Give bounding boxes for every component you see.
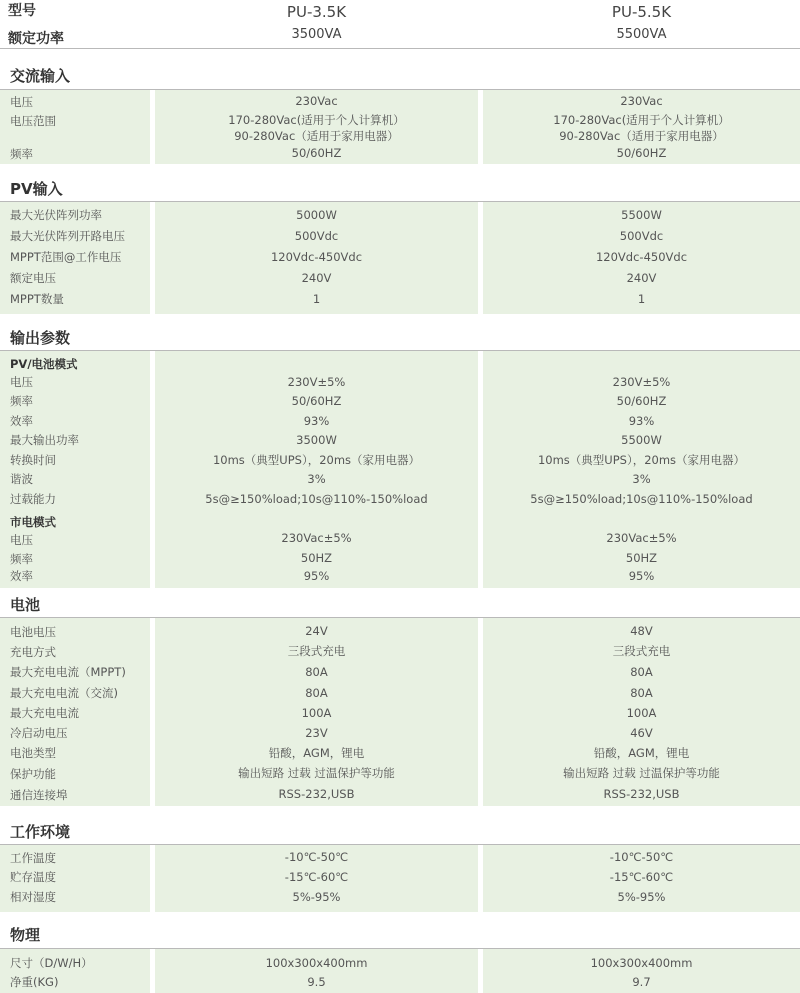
row-label: 相对湿度	[10, 890, 56, 904]
row-value-2: RSS-232,USB	[603, 787, 680, 801]
row-label: 最大充电电流（交流)	[10, 686, 118, 700]
row-label: 最大输出功率	[10, 433, 79, 447]
row-value-2: 1	[637, 292, 646, 306]
row-value-2: -10℃-50℃	[609, 850, 674, 864]
row-value-2: 铅酸，AGM，锂电	[593, 746, 690, 760]
row-value-1: 9.5	[307, 975, 326, 989]
section-title: PV输入	[10, 180, 63, 198]
row-value-1: 230Vac	[295, 94, 338, 108]
row-value-2: 230V±5%	[612, 375, 671, 389]
rated-power-2: 5500VA	[616, 27, 667, 42]
row-value-1: 500Vdc	[294, 229, 339, 243]
section-title: 交流输入	[10, 67, 71, 85]
model-label: 型号	[8, 3, 36, 19]
subsection-title: 市电模式	[10, 515, 56, 529]
row-value-1: 100x300x400mm	[265, 956, 368, 970]
row-label: 频率	[10, 147, 33, 161]
row-label: 净重(KG)	[10, 975, 59, 989]
row-value-1: 230V±5%	[287, 375, 346, 389]
row-value-2: 输出短路 过载 过温保护等功能	[563, 766, 720, 780]
row-label: 保护功能	[10, 767, 56, 781]
row-value-1: -15℃-60℃	[284, 870, 349, 884]
row-value-1: 230Vac±5%	[281, 531, 352, 545]
row-label: 电压	[10, 95, 33, 109]
row-label: 电池类型	[10, 746, 56, 760]
row-label: 频率	[10, 552, 33, 566]
section-title: 工作环境	[10, 823, 71, 841]
row-value-2: 93%	[628, 414, 655, 428]
row-value-1: RSS-232,USB	[278, 787, 355, 801]
row-value-2: 120Vdc-450Vdc	[595, 250, 688, 264]
row-label: 额定电压	[10, 271, 56, 285]
row-value-1: 1	[312, 292, 321, 306]
row-value-2: 5s@≥150%load;10s@110%-150%load	[530, 492, 753, 506]
row-value-1: 50/60HZ	[291, 146, 342, 160]
section-title: 电池	[10, 596, 41, 614]
row-label: 电压范围	[10, 114, 56, 128]
row-label: 最大充电电流	[10, 706, 79, 720]
row-value-2: 500Vdc	[619, 229, 664, 243]
section-title: 输出参数	[10, 329, 71, 347]
row-label: 电压	[10, 375, 33, 389]
row-value-2: 230Vac	[620, 94, 663, 108]
row-value-2: 80A	[630, 686, 653, 700]
row-value-1: 输出短路 过载 过温保护等功能	[238, 766, 395, 780]
row-value-2: 9.7	[632, 975, 651, 989]
row-value-2: 3%	[632, 472, 651, 486]
row-label: 尺寸（D/W/H）	[10, 956, 93, 970]
row-value-2: 三段式充电	[612, 644, 671, 658]
row-label: 通信连接埠	[10, 788, 68, 802]
row-value-2: 50/60HZ	[616, 146, 667, 160]
row-label: 过载能力	[10, 492, 56, 506]
row-value-1: 三段式充电	[287, 644, 346, 658]
row-label: 最大充电电流（MPPT)	[10, 665, 126, 679]
row-value-2: 100A	[626, 706, 657, 720]
row-value-1: 24V	[305, 624, 328, 638]
row-label: 工作温度	[10, 851, 56, 865]
row-label: 转换时间	[10, 453, 56, 467]
row-value-2: 50HZ	[625, 551, 658, 565]
row-label: MPPT范围@工作电压	[10, 250, 122, 264]
row-value-1: 240V	[301, 271, 332, 285]
row-label: 效率	[10, 414, 33, 428]
row-value-1: 95%	[303, 569, 330, 583]
rated-power-1: 3500VA	[291, 27, 342, 42]
header-divider	[0, 48, 800, 49]
row-label: 贮存温度	[10, 870, 56, 884]
row-label: 冷启动电压	[10, 726, 68, 740]
row-label: MPPT数量	[10, 292, 64, 306]
subsection-title: PV/电池模式	[10, 357, 78, 371]
row-value-2: 95%	[628, 569, 655, 583]
row-value-2: 10ms（典型UPS），20ms（家用电器）	[537, 453, 746, 467]
row-value-1: 5s@≥150%load;10s@110%-150%load	[205, 492, 428, 506]
row-label: 充电方式	[10, 645, 56, 659]
row-label: 最大光伏阵列功率	[10, 208, 102, 222]
row-value-1: 50HZ	[300, 551, 333, 565]
row-value-1: 23V	[305, 726, 328, 740]
row-value-1: 3%	[307, 472, 326, 486]
row-value-1: 80A	[305, 686, 328, 700]
row-label: 谐波	[10, 472, 33, 486]
row-label: 电压	[10, 533, 33, 547]
row-value-2: 46V	[630, 726, 653, 740]
row-value-1: 10ms（典型UPS），20ms（家用电器）	[212, 453, 421, 467]
row-value-2: 170-280Vac(适用于个人计算机） 90-280Vac（适用于家用电器）	[553, 113, 730, 143]
row-label: 最大光伏阵列开路电压	[10, 229, 125, 243]
row-value-2: 5500W	[621, 433, 662, 447]
row-value-1: 5000W	[296, 208, 337, 222]
row-value-1: 铅酸，AGM，锂电	[268, 746, 365, 760]
row-value-1: 3500W	[296, 433, 337, 447]
model-name-1: PU-3.5K	[286, 3, 347, 21]
row-value-2: 230Vac±5%	[606, 531, 677, 545]
row-value-1: 170-280Vac(适用于个人计算机） 90-280Vac（适用于家用电器）	[228, 113, 405, 143]
row-label: 效率	[10, 569, 33, 583]
row-value-2: 100x300x400mm	[590, 956, 693, 970]
rated-power-label: 额定功率	[8, 31, 64, 47]
row-value-1: -10℃-50℃	[284, 850, 349, 864]
row-value-2: 5500W	[621, 208, 662, 222]
row-value-2: 5%-95%	[617, 890, 666, 904]
row-value-2: 80A	[630, 665, 653, 679]
row-value-1: 80A	[305, 665, 328, 679]
row-value-2: -15℃-60℃	[609, 870, 674, 884]
row-value-2: 48V	[630, 624, 653, 638]
section-title: 物理	[10, 926, 41, 944]
row-value-2: 240V	[626, 271, 657, 285]
row-value-2: 50/60HZ	[616, 394, 667, 408]
row-value-1: 50/60HZ	[291, 394, 342, 408]
row-value-1: 5%-95%	[292, 890, 341, 904]
row-value-1: 93%	[303, 414, 330, 428]
row-value-1: 100A	[301, 706, 332, 720]
row-value-1: 120Vdc-450Vdc	[270, 250, 363, 264]
model-name-2: PU-5.5K	[611, 3, 672, 21]
row-label: 电池电压	[10, 625, 56, 639]
row-label: 频率	[10, 394, 33, 408]
